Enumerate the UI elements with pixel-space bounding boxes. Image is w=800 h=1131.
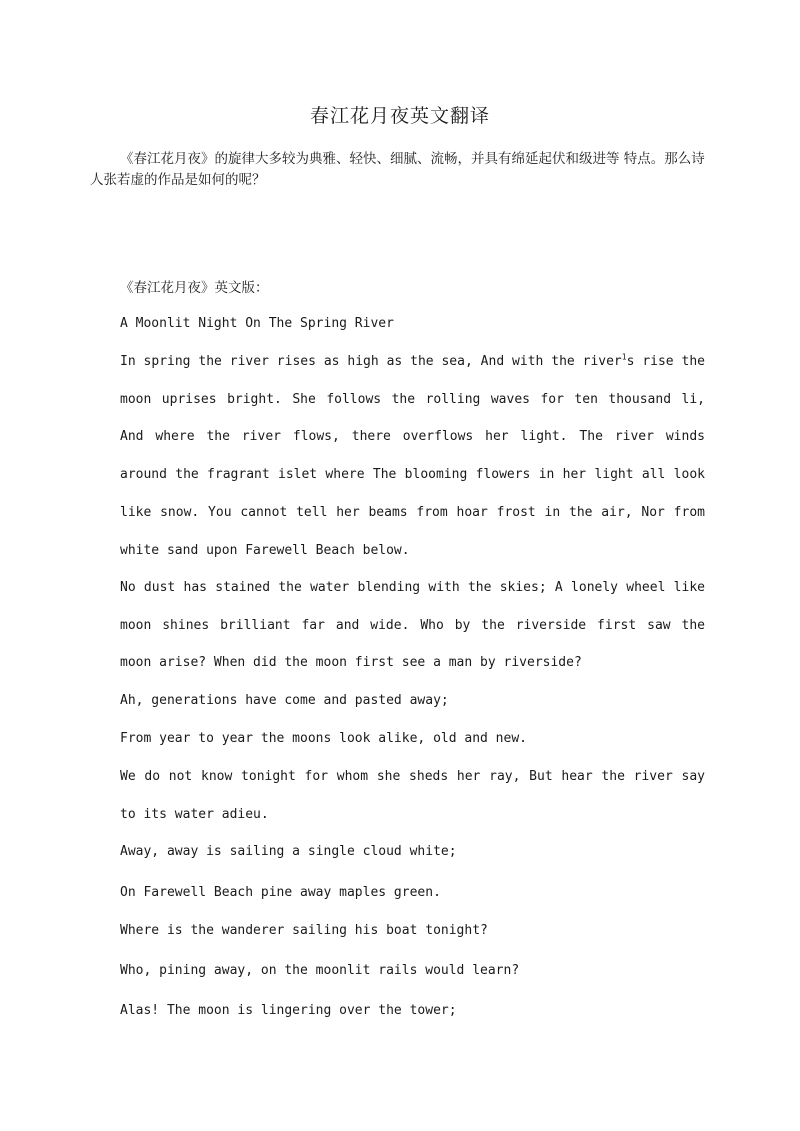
section-heading: 《春江花月夜》英文版：: [120, 280, 269, 296]
stanza-1-footnote-mark: 1: [621, 352, 627, 362]
stanza-1-text-b: s rise the moon uprises bright. She follows the rolling waves for ten thousand li, And where the river flows, there overflows her light. The river winds around the fragrant islet where The blooming flowers in her light all look like snow. You cannot tell her beams from hoar frost in the air, Nor from white sand upon Farewell Beach below.: [120, 354, 705, 558]
stanza-1-text-a: In spring the river rises as high as the sea, And with the river: [120, 354, 622, 369]
poem-stanza-1: [120, 343, 705, 569]
poem-line-generations: Ah, generations have come and pasted away;: [120, 693, 449, 708]
poem-line-away: Away, away is sailing a single cloud white;: [120, 844, 457, 859]
poem-line-farewell: On Farewell Beach pine away maples green.: [120, 885, 441, 900]
intro-paragraph: 《春江花月夜》的旋律大多较为典雅、轻快、细腻、流畅，并具有绵延起伏和级进等 特点。那么诗人张若虚的作品是如何的呢？: [90, 151, 705, 188]
poem-line-pining: Who, pining away, on the moonlit rails would learn?: [120, 963, 520, 978]
poem-line-alas: Alas! The moon is lingering over the tower;: [120, 1003, 457, 1018]
document-title: 春江花月夜英文翻译: [309, 105, 490, 127]
poem-stanza-2: No dust has stained the water blending with the skies; A lonely wheel like moon shines brilliant far and wide. Who by the riverside first saw the moon arise? When did the moon first see a man by riverside?: [120, 580, 705, 671]
poem-stanza-3: We do not know tonight for whom she sheds her ray, But hear the river say to its water adieu.: [120, 769, 705, 822]
poem-title: A Moonlit Night On The Spring River: [120, 316, 394, 331]
poem-line-year: From year to year the moons look alike, old and new.: [120, 731, 527, 746]
poem-line-wanderer: Where is the wanderer sailing his boat tonight?: [120, 923, 488, 938]
